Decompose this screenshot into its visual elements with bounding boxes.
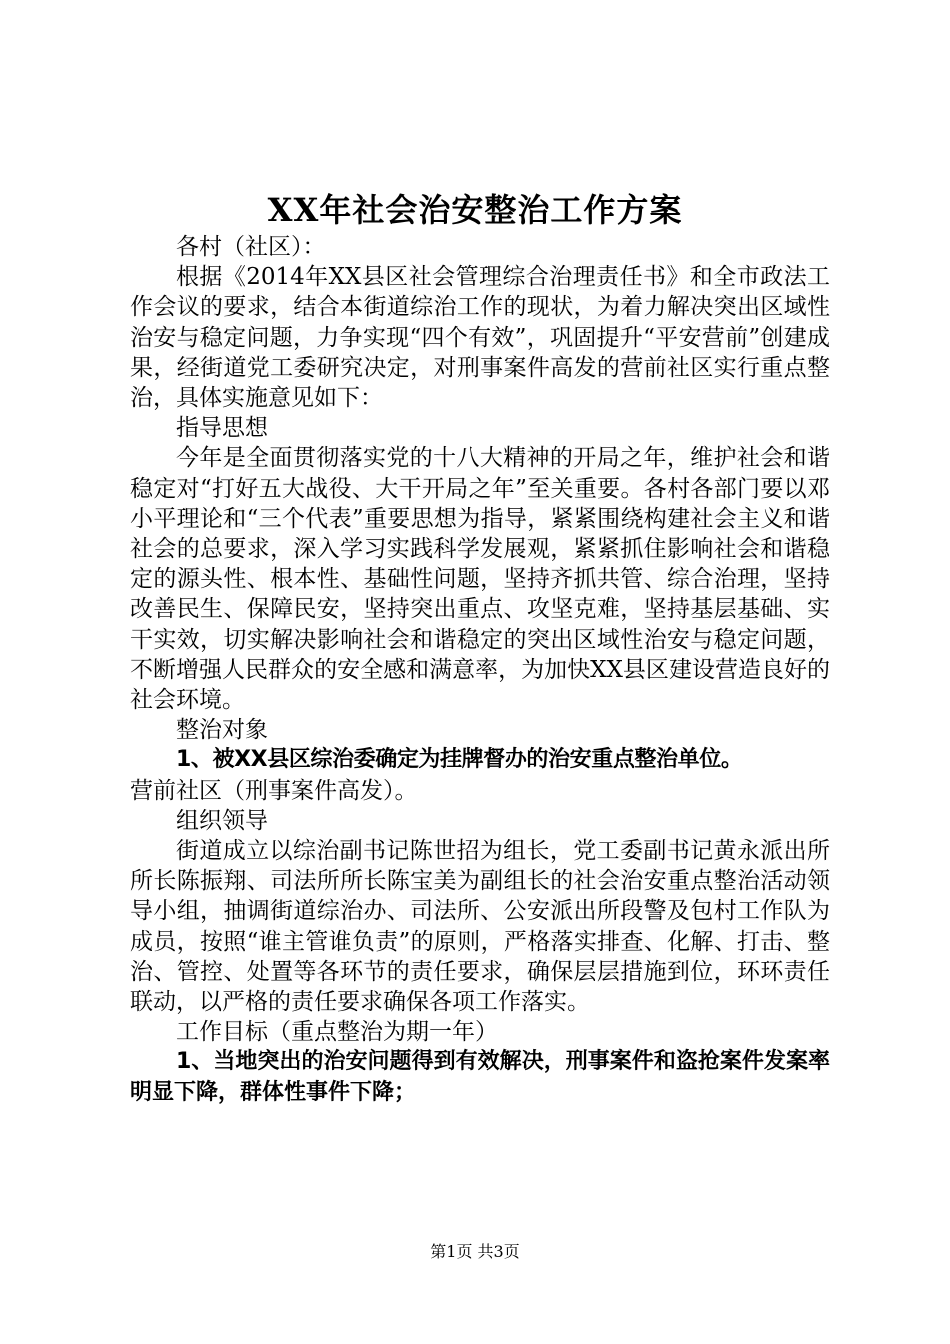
section-heading-goals: 工作目标（重点整治为期一年）	[176, 1019, 498, 1046]
section-heading-leadership: 组织领导	[176, 807, 268, 834]
document-title: XX年社会治安整治工作方案	[267, 191, 683, 229]
intro-paragraph: 根据《2014年XX县区社会管理综合治理责任书》和全市政法工作会议的要求，结合本街道综治工作的现状，为着力解决突出区域性治安与稳定问题，力争实现“四个有效”，巩固提升“平安营前”创建成果，经街道党工委研究决定，对刑事案件高发的营前社区实行重点整治，具体实施意见如下：	[130, 264, 830, 412]
goals-item-1: 1、当地突出的治安问题得到有效解决，刑事案件和盗抢案件发案率明显下降，群体性事件下降；	[130, 1049, 830, 1105]
salutation: 各村（社区）：	[176, 234, 326, 260]
document-body	[130, 232, 830, 1108]
targets-item-1-continued: 营前社区（刑事案件高发）。	[130, 777, 418, 804]
guiding-paragraph: 今年是全面贯彻落实党的十八大精神的开局之年，维护社会和谐稳定对“打好五大战役、大干开局之年”至关重要。各村各部门要以邓小平理论和“三个代表”重要思想为指导，紧紧围绕构建社会主义和谐社会的总要求，深入学习实践科学发展观，紧紧抓住影响社会和谐稳定的源头性、根本性、基础性问题，坚持齐抓共管、综合治理，坚持改善民生、保障民安，坚持突出重点、攻坚克难，坚持基层基础、实干实效，切实解决影响社会和谐稳定的突出区域性治安与稳定问题，不断增强人民群众的安全感和满意率，为加快XX县区建设营造良好的社会环境。	[130, 445, 830, 714]
page-footer: 第1页 共3页	[430, 1242, 520, 1261]
leadership-paragraph: 街道成立以综治副书记陈世招为组长，党工委副书记黄永派出所所长陈振翔、司法所所长陈宝美为副组长的社会治安重点整治活动领导小组，抽调街道综治办、司法所、公安派出所段警及包村工作队为成员，按照“谁主管谁负责”的原则，严格落实排查、化解、打击、整治、管控、处置等各环节的责任要求，确保层层措施到位，环环责任联动，以严格的责任要求确保各项工作落实。	[130, 838, 830, 1016]
section-heading-guiding: 指导思想	[176, 415, 268, 442]
section-heading-targets: 整治对象	[176, 717, 268, 744]
targets-item-1: 1、被XX县区综治委确定为挂牌督办的治安重点整治单位。	[176, 747, 743, 773]
